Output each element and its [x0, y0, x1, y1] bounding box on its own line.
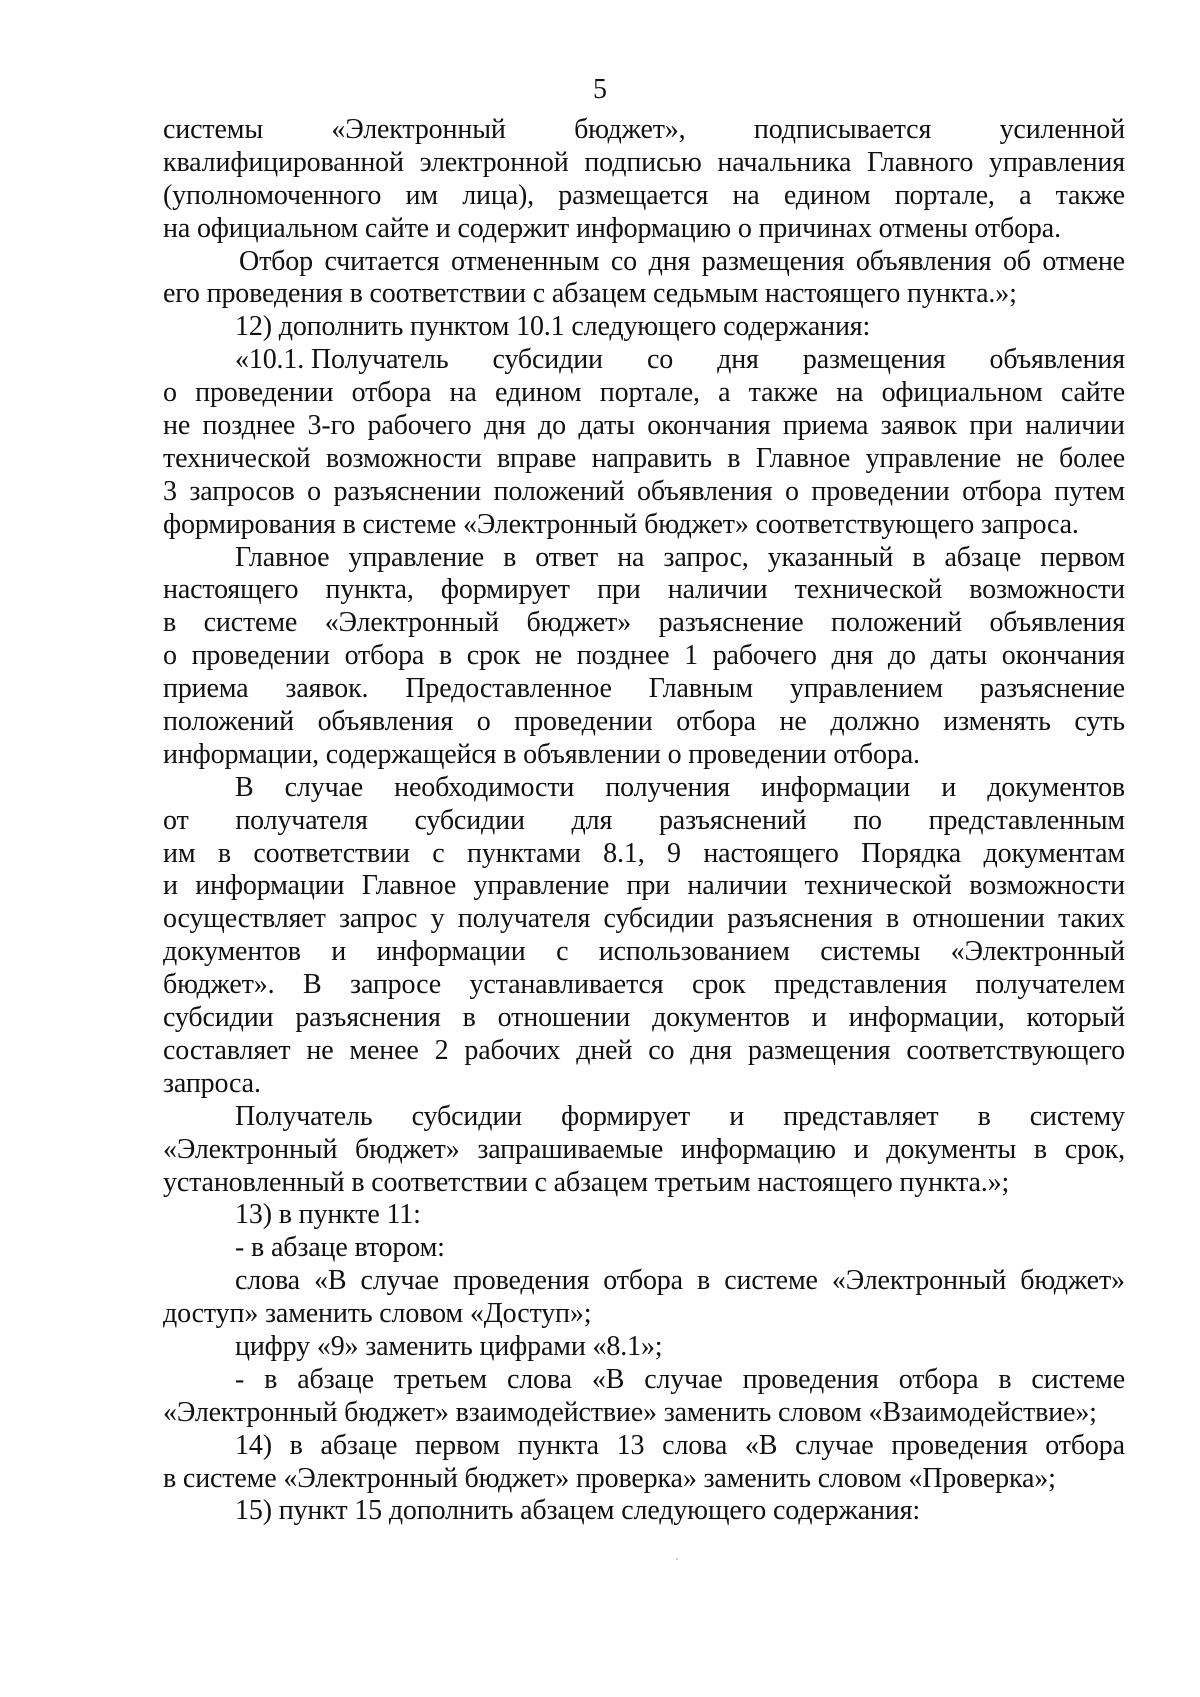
word: едином	[494, 377, 582, 409]
word: разъяснение	[658, 607, 804, 639]
word: им	[163, 837, 196, 869]
text-line	[163, 377, 1125, 410]
word: и	[331, 936, 347, 968]
word: 3	[163, 475, 177, 507]
word: представленным	[928, 804, 1125, 836]
word: формирует	[440, 574, 570, 606]
word: возможности	[325, 442, 482, 474]
word: объявления	[855, 245, 992, 277]
word: положений	[163, 706, 294, 738]
word: «Электронный	[324, 607, 499, 639]
word: проведении	[514, 706, 653, 738]
word: в	[912, 541, 926, 573]
text-line: установленный в соответствии с абзацем третьим настоящего пункта.»;	[163, 1166, 1010, 1198]
word: дня	[648, 245, 691, 277]
word: подписывается	[753, 114, 932, 145]
word: а	[718, 377, 731, 409]
word: даты	[578, 410, 635, 442]
word: наличии	[1025, 410, 1125, 442]
word: запрашиваемые	[477, 1133, 664, 1165]
text-line	[163, 805, 1125, 838]
text-line	[163, 180, 1125, 213]
word: 9	[667, 837, 681, 869]
word: об	[1002, 245, 1031, 277]
word: срок	[692, 969, 746, 1001]
word: с	[432, 837, 445, 869]
word: необходимости	[394, 771, 575, 803]
word: случае	[360, 1265, 439, 1297]
word: считается	[324, 245, 440, 277]
word: до	[887, 640, 916, 672]
word: со	[648, 1034, 675, 1066]
word: запросе	[350, 969, 441, 1001]
word: рабочего	[367, 410, 472, 442]
word: при	[626, 870, 671, 902]
word: Получатель	[235, 1100, 373, 1132]
word: «В	[744, 1429, 778, 1461]
word: на	[449, 377, 477, 409]
word: Порядка	[861, 837, 962, 869]
text-line: доступ» заменить словом «Доступ»;	[163, 1298, 592, 1330]
word: информации,	[848, 1002, 1005, 1034]
word: размещения	[701, 245, 845, 277]
word: наличии	[667, 574, 768, 606]
text-line	[163, 574, 1125, 607]
word: пункта	[517, 1429, 599, 1461]
word: срок,	[1064, 1133, 1125, 1165]
word: в	[289, 1429, 303, 1461]
word: случае	[284, 771, 364, 803]
text-line	[163, 1265, 1125, 1298]
text-line: формирования в системе «Электронный бюджет» соответствующего запроса.	[163, 508, 1079, 540]
word: дня	[717, 344, 759, 376]
word: -	[235, 1363, 245, 1395]
word: документы	[886, 1133, 1017, 1165]
word: отношении	[497, 1002, 631, 1034]
word: сайте	[1060, 377, 1125, 409]
word: отбора	[351, 377, 432, 409]
word: «Электронный	[163, 1133, 338, 1165]
word: 1	[684, 640, 698, 672]
word: размещается	[558, 179, 709, 211]
word: представляет	[783, 1100, 939, 1132]
word: бюджет»,	[574, 114, 686, 145]
word: системе	[203, 607, 298, 639]
word: формирует	[561, 1100, 691, 1132]
word: дня	[690, 1034, 732, 1066]
word: вправе	[496, 442, 577, 474]
word: разъяснение	[979, 673, 1125, 705]
text-line	[163, 838, 1125, 871]
word: со	[646, 344, 674, 376]
word: слова	[506, 1363, 572, 1395]
word: не	[306, 1034, 334, 1066]
word: таких	[1058, 903, 1125, 935]
text-line: в системе «Электронный бюджет» проверка» заменить словом «Проверка»;	[163, 1462, 1056, 1494]
word: усиленной	[999, 114, 1125, 145]
word: отмене	[1042, 245, 1125, 277]
word: «Электронный	[950, 936, 1125, 968]
word: окончания	[1001, 640, 1125, 672]
word: возможности	[969, 574, 1125, 606]
text-line	[163, 443, 1125, 476]
word: путем	[1054, 475, 1125, 507]
word: управлением	[789, 673, 943, 705]
word: бюджет»	[1020, 1265, 1125, 1297]
word: документов	[163, 936, 301, 968]
word: субсидии	[492, 344, 603, 376]
word: разъяснений	[658, 804, 807, 836]
text-line: 15) пункт 15 дополнить абзацем следующего содержания:	[235, 1495, 921, 1527]
word: о	[163, 377, 177, 409]
word: также	[1055, 179, 1125, 211]
word: не	[534, 640, 563, 672]
word: изменять	[943, 706, 1051, 738]
word: приема	[163, 673, 249, 705]
word: отбора	[1045, 1429, 1125, 1461]
scan-speck	[676, 1558, 678, 1560]
word: а	[1019, 179, 1032, 211]
text-line	[163, 1035, 1125, 1068]
text-line	[163, 147, 1125, 180]
word: лица),	[462, 179, 534, 211]
word: разъяснении	[333, 475, 482, 507]
word: настоящего	[703, 837, 839, 869]
word: портале,	[599, 377, 700, 409]
word: возможности	[969, 870, 1125, 902]
word: абзаце	[944, 541, 1022, 573]
word: получателя	[235, 804, 368, 836]
word: проведения	[891, 1429, 1028, 1461]
word: от	[163, 804, 189, 836]
word: рабочего	[712, 640, 817, 672]
word: составляет	[163, 1034, 291, 1066]
word: устанавливается	[469, 969, 664, 1001]
text-line: информации, содержащейся в объявлении о проведении отбора.	[163, 738, 920, 770]
word: не	[163, 410, 191, 442]
word: позднее	[576, 640, 670, 672]
word: подписью	[584, 146, 702, 178]
word: случае	[644, 1363, 723, 1395]
word: при	[597, 574, 641, 606]
word: отбора	[344, 640, 425, 672]
word: получателя	[457, 903, 591, 935]
word: срок	[466, 640, 521, 672]
word: третьем	[393, 1363, 487, 1395]
text-line: его проведения в соответствии с абзацем седьмым настоящего пункта.»;	[163, 278, 1017, 310]
word: в	[1033, 1133, 1047, 1165]
word: субсидии	[411, 1100, 523, 1132]
word: В	[302, 969, 322, 1001]
word: менее	[349, 1034, 419, 1066]
word: заявок	[880, 410, 957, 442]
word: в	[438, 640, 453, 672]
word: дней	[576, 1034, 633, 1066]
word: субсидии	[414, 804, 525, 836]
text-line	[163, 673, 1125, 706]
word: о	[163, 640, 177, 672]
word: пунктами	[467, 837, 581, 869]
word: на	[732, 179, 760, 211]
text-line	[163, 772, 1125, 805]
word: отбора	[603, 1265, 683, 1297]
word: системы	[820, 936, 921, 968]
word: информацию	[680, 1133, 836, 1165]
word: настоящего	[163, 574, 299, 606]
word: документам	[983, 837, 1125, 869]
text-line: 13) в пункте 11:	[235, 1199, 421, 1231]
word: не	[1016, 442, 1044, 474]
word: дня	[483, 410, 526, 442]
word: объявления	[317, 706, 454, 738]
word: на	[836, 377, 864, 409]
word: субсидии	[603, 903, 714, 935]
word: абзаце	[320, 1429, 398, 1461]
word: документов	[652, 1002, 790, 1034]
word: и	[941, 771, 957, 803]
text-line	[163, 936, 1125, 969]
word: заявок.	[285, 673, 369, 705]
word: у	[430, 903, 445, 935]
word: проведении	[811, 475, 950, 507]
word: указанный	[767, 541, 894, 573]
word: 14)	[235, 1429, 272, 1461]
text-line	[163, 870, 1125, 903]
word: документов	[987, 771, 1125, 803]
word: объявления	[989, 607, 1125, 639]
word: в	[977, 1100, 991, 1132]
text-line	[163, 1134, 1125, 1167]
word: проведении	[195, 377, 334, 409]
text-line: цифру «9» заменить цифрами «8.1»;	[235, 1330, 663, 1362]
word: 2	[434, 1034, 449, 1066]
text-line: 12) дополнить пунктом 10.1 следующего содержания:	[235, 311, 871, 343]
word: о	[785, 475, 799, 507]
word: до	[538, 410, 566, 442]
word: соответствии	[253, 837, 410, 869]
word: запрос	[339, 903, 418, 935]
word: направить	[591, 442, 712, 474]
word: при	[969, 410, 1013, 442]
word: приема	[782, 410, 869, 442]
text-line	[163, 114, 1125, 147]
word: управления	[988, 146, 1125, 178]
word: и	[811, 1002, 827, 1034]
word: дня	[831, 640, 874, 672]
word: по	[853, 804, 882, 836]
word: позднее	[202, 410, 296, 442]
word: рабочих	[464, 1034, 561, 1066]
word: бюджет».	[163, 969, 275, 1001]
word: управление	[473, 870, 610, 902]
word: для	[571, 804, 613, 836]
word: «В	[591, 1363, 625, 1395]
word: абзаце	[297, 1363, 374, 1395]
word: систему	[1029, 1100, 1125, 1132]
word: электронной	[419, 146, 569, 178]
word: более	[1059, 442, 1125, 474]
word: «10.1. Получатель	[235, 344, 449, 376]
text-line: запроса.	[163, 1067, 261, 1099]
word: квалифицированной	[163, 146, 404, 178]
word: отбора	[898, 1363, 979, 1395]
word: и	[729, 1100, 745, 1132]
word: системе	[1031, 1363, 1125, 1395]
word: отбора	[676, 706, 756, 738]
word: едином	[783, 179, 871, 211]
word: на	[617, 541, 645, 573]
word: 13	[616, 1429, 645, 1461]
word: им	[405, 179, 438, 211]
word: использованием	[598, 936, 790, 968]
word: разъяснения	[727, 903, 873, 935]
word: слова	[235, 1265, 300, 1297]
word: проведении	[191, 640, 330, 672]
text-line: - в абзаце втором:	[235, 1232, 445, 1264]
word: системы	[163, 114, 263, 145]
word: портале,	[894, 179, 995, 211]
word: окончания	[647, 410, 771, 442]
text-line	[163, 410, 1125, 443]
word: размещения	[747, 1034, 891, 1066]
word: в	[462, 1002, 476, 1034]
word: проведения	[453, 1265, 590, 1297]
word: в	[163, 607, 177, 639]
word: информации	[195, 870, 345, 902]
word: Главное	[755, 442, 851, 474]
word: Главное	[235, 541, 330, 573]
word: технической	[804, 870, 952, 902]
word: Главное	[361, 870, 457, 902]
word: разъяснения	[295, 1002, 441, 1034]
page-number: 5	[593, 74, 607, 105]
word: даты	[930, 640, 987, 672]
word: Отбор	[239, 245, 313, 277]
word: бюджет»	[355, 1133, 460, 1165]
word: начальника	[717, 146, 852, 178]
word: (уполномоченного	[163, 179, 382, 211]
word: наличии	[687, 870, 788, 902]
word: первом	[1040, 541, 1125, 573]
word: и	[853, 1133, 869, 1165]
word: «В	[314, 1265, 347, 1297]
word: пункта,	[325, 574, 414, 606]
word: в	[697, 1265, 711, 1297]
word: Предоставленное	[405, 673, 612, 705]
word: в	[264, 1363, 278, 1395]
word: бюджет»	[526, 607, 632, 639]
text-line	[163, 640, 1125, 673]
word: со	[610, 245, 638, 277]
word: технической	[163, 442, 311, 474]
text-line	[163, 607, 1125, 640]
word: не	[779, 706, 807, 738]
text-line	[163, 706, 1125, 739]
word: положений	[831, 607, 962, 639]
word: в	[727, 442, 741, 474]
word: в	[217, 837, 231, 869]
word: случае	[795, 1429, 874, 1461]
text-line: на официальном сайте и содержит информацию о причинах отмены отбора.	[163, 212, 1061, 244]
word: соответствующего	[906, 1034, 1125, 1066]
text-line	[163, 1101, 1125, 1134]
word: первом	[415, 1429, 500, 1461]
word: который	[1026, 1002, 1125, 1034]
word: должно	[830, 706, 920, 738]
text-line: «Электронный бюджет» взаимодействие» заменить словом «Взаимодействие»;	[163, 1396, 1097, 1428]
word: В	[235, 771, 254, 803]
word: объявления	[989, 344, 1125, 376]
word: в	[885, 903, 900, 935]
word: суть	[1074, 706, 1125, 738]
word: управление	[865, 442, 1002, 474]
word: получателем	[975, 969, 1125, 1001]
word: технической	[794, 574, 943, 606]
word: отбора	[962, 475, 1042, 507]
text-line	[163, 903, 1125, 936]
word: запросов	[189, 475, 295, 507]
word: «Электронный	[831, 1265, 1007, 1297]
word: отмененным	[450, 245, 600, 277]
text-line	[163, 969, 1125, 1002]
word: информации	[761, 771, 911, 803]
word: субсидии	[163, 1002, 274, 1034]
word: получения	[605, 771, 730, 803]
word: осуществляет	[163, 903, 326, 935]
word: 8.1,	[603, 837, 645, 869]
word: Главного	[866, 146, 974, 178]
word: 3-го	[307, 410, 356, 442]
word: системе	[724, 1265, 818, 1297]
word: «Электронный	[331, 114, 506, 145]
word: также	[748, 377, 818, 409]
word: о	[476, 706, 491, 738]
word: ответ	[535, 541, 599, 573]
word: представления	[774, 969, 947, 1001]
text-line	[163, 246, 1125, 279]
word: проведения	[742, 1363, 879, 1395]
word: в	[503, 541, 517, 573]
word: отношении	[912, 903, 1045, 935]
word: о	[307, 475, 321, 507]
word: управление	[348, 541, 485, 573]
word: с	[556, 936, 569, 968]
word: информации	[376, 936, 526, 968]
word: в	[998, 1363, 1012, 1395]
word: запрос,	[663, 541, 749, 573]
text-line	[163, 476, 1125, 509]
text-line	[163, 1430, 1125, 1463]
text-line	[163, 542, 1125, 575]
word: и	[163, 870, 178, 902]
word: объявления	[636, 475, 773, 507]
document-body	[163, 114, 1125, 1528]
word: официальном	[881, 377, 1043, 409]
word: Главным	[648, 673, 753, 705]
word: размещения	[802, 344, 946, 376]
word: положений	[493, 475, 625, 507]
text-line	[163, 1002, 1125, 1035]
text-line	[163, 344, 1125, 377]
text-line	[163, 1364, 1125, 1397]
word: слова	[662, 1429, 728, 1461]
